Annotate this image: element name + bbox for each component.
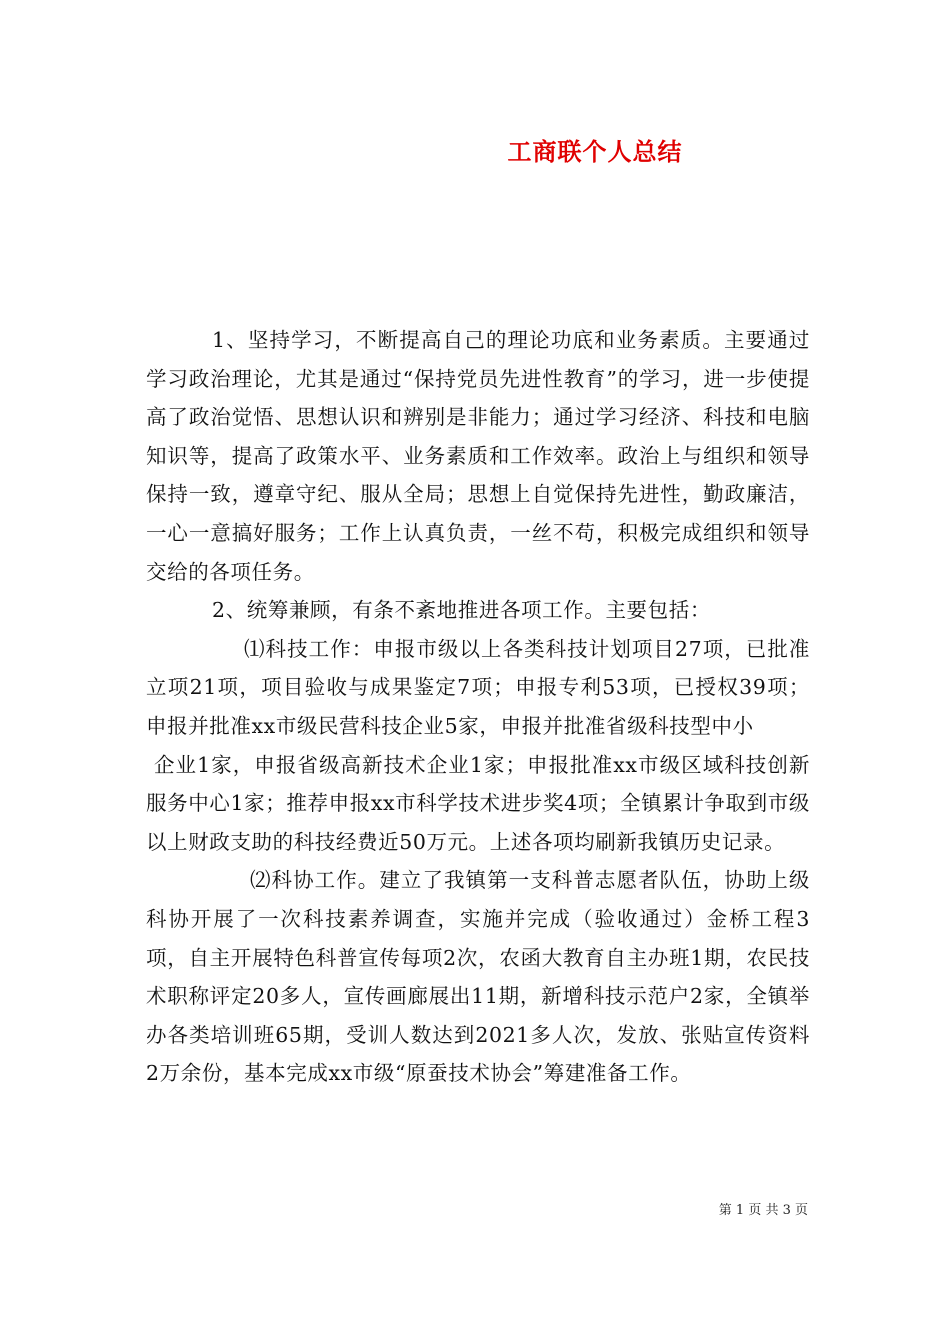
paragraph-tech-work: ⑴科技工作：申报市级以上各类科技计划项目27项，已批准立项21项，项目验收与成果鉴定7项；申报专利53项，已授权39项；申报并批准xx市级民营科技企业5家，申报并批准省级科技型中小 <box>146 636 810 738</box>
document-title: 工商联个人总结 <box>507 137 683 166</box>
document-body <box>146 321 810 1093</box>
paragraph-overall-planning: 2、统筹兼顾，有条不紊地推进各项工作。主要包括： <box>212 598 711 623</box>
paragraph-study: 1、坚持学习，不断提高自己的理论功底和业务素质。主要通过学习政治理论，尤其是通过“保持党员先进性教育”的学习，进一步使提高了政治觉悟、思想认识和辨别是非能力；通过学习经济、科技和电脑知识等，提高了政策水平、业务素质和工作效率。政治上与组织和领导保持一致，遵章守纪、服从全局；思想上自觉保持先进性，勤政廉洁，一心一意搞好服务；工作上认真负责，一丝不苟，积极完成组织和领导交给的各项任务。 <box>146 328 810 584</box>
page-number: 第 1 页 共 3 页 <box>718 1203 808 1218</box>
paragraph-tech-work-continued: 企业1家，申报省级高新技术企业1家；申报批准xx市级区域科技创新服务中心1家；推荐申报xx市科学技术进步奖4项；全镇累计争取到市级以上财政支助的科技经费近50万元。上述各项均刷新我镇历史记录。 <box>146 752 810 854</box>
paragraph-science-association-work: ⑵科协工作。建立了我镇第一支科普志愿者队伍，协助上级科协开展了一次科技素养调查，实施并完成（验收通过）金桥工程3项，自主开展特色科普宣传每项2次，农函大教育自主办班1期，农民技术职称评定20多人，宣传画廊展出11期，新增科技示范户2家，全镇举办各类培训班65期，受训人数达到2021多人次，发放、张贴宣传资料2万余份，基本完成xx市级“原蚕技术协会”筹建准备工作。 <box>146 868 810 1086</box>
